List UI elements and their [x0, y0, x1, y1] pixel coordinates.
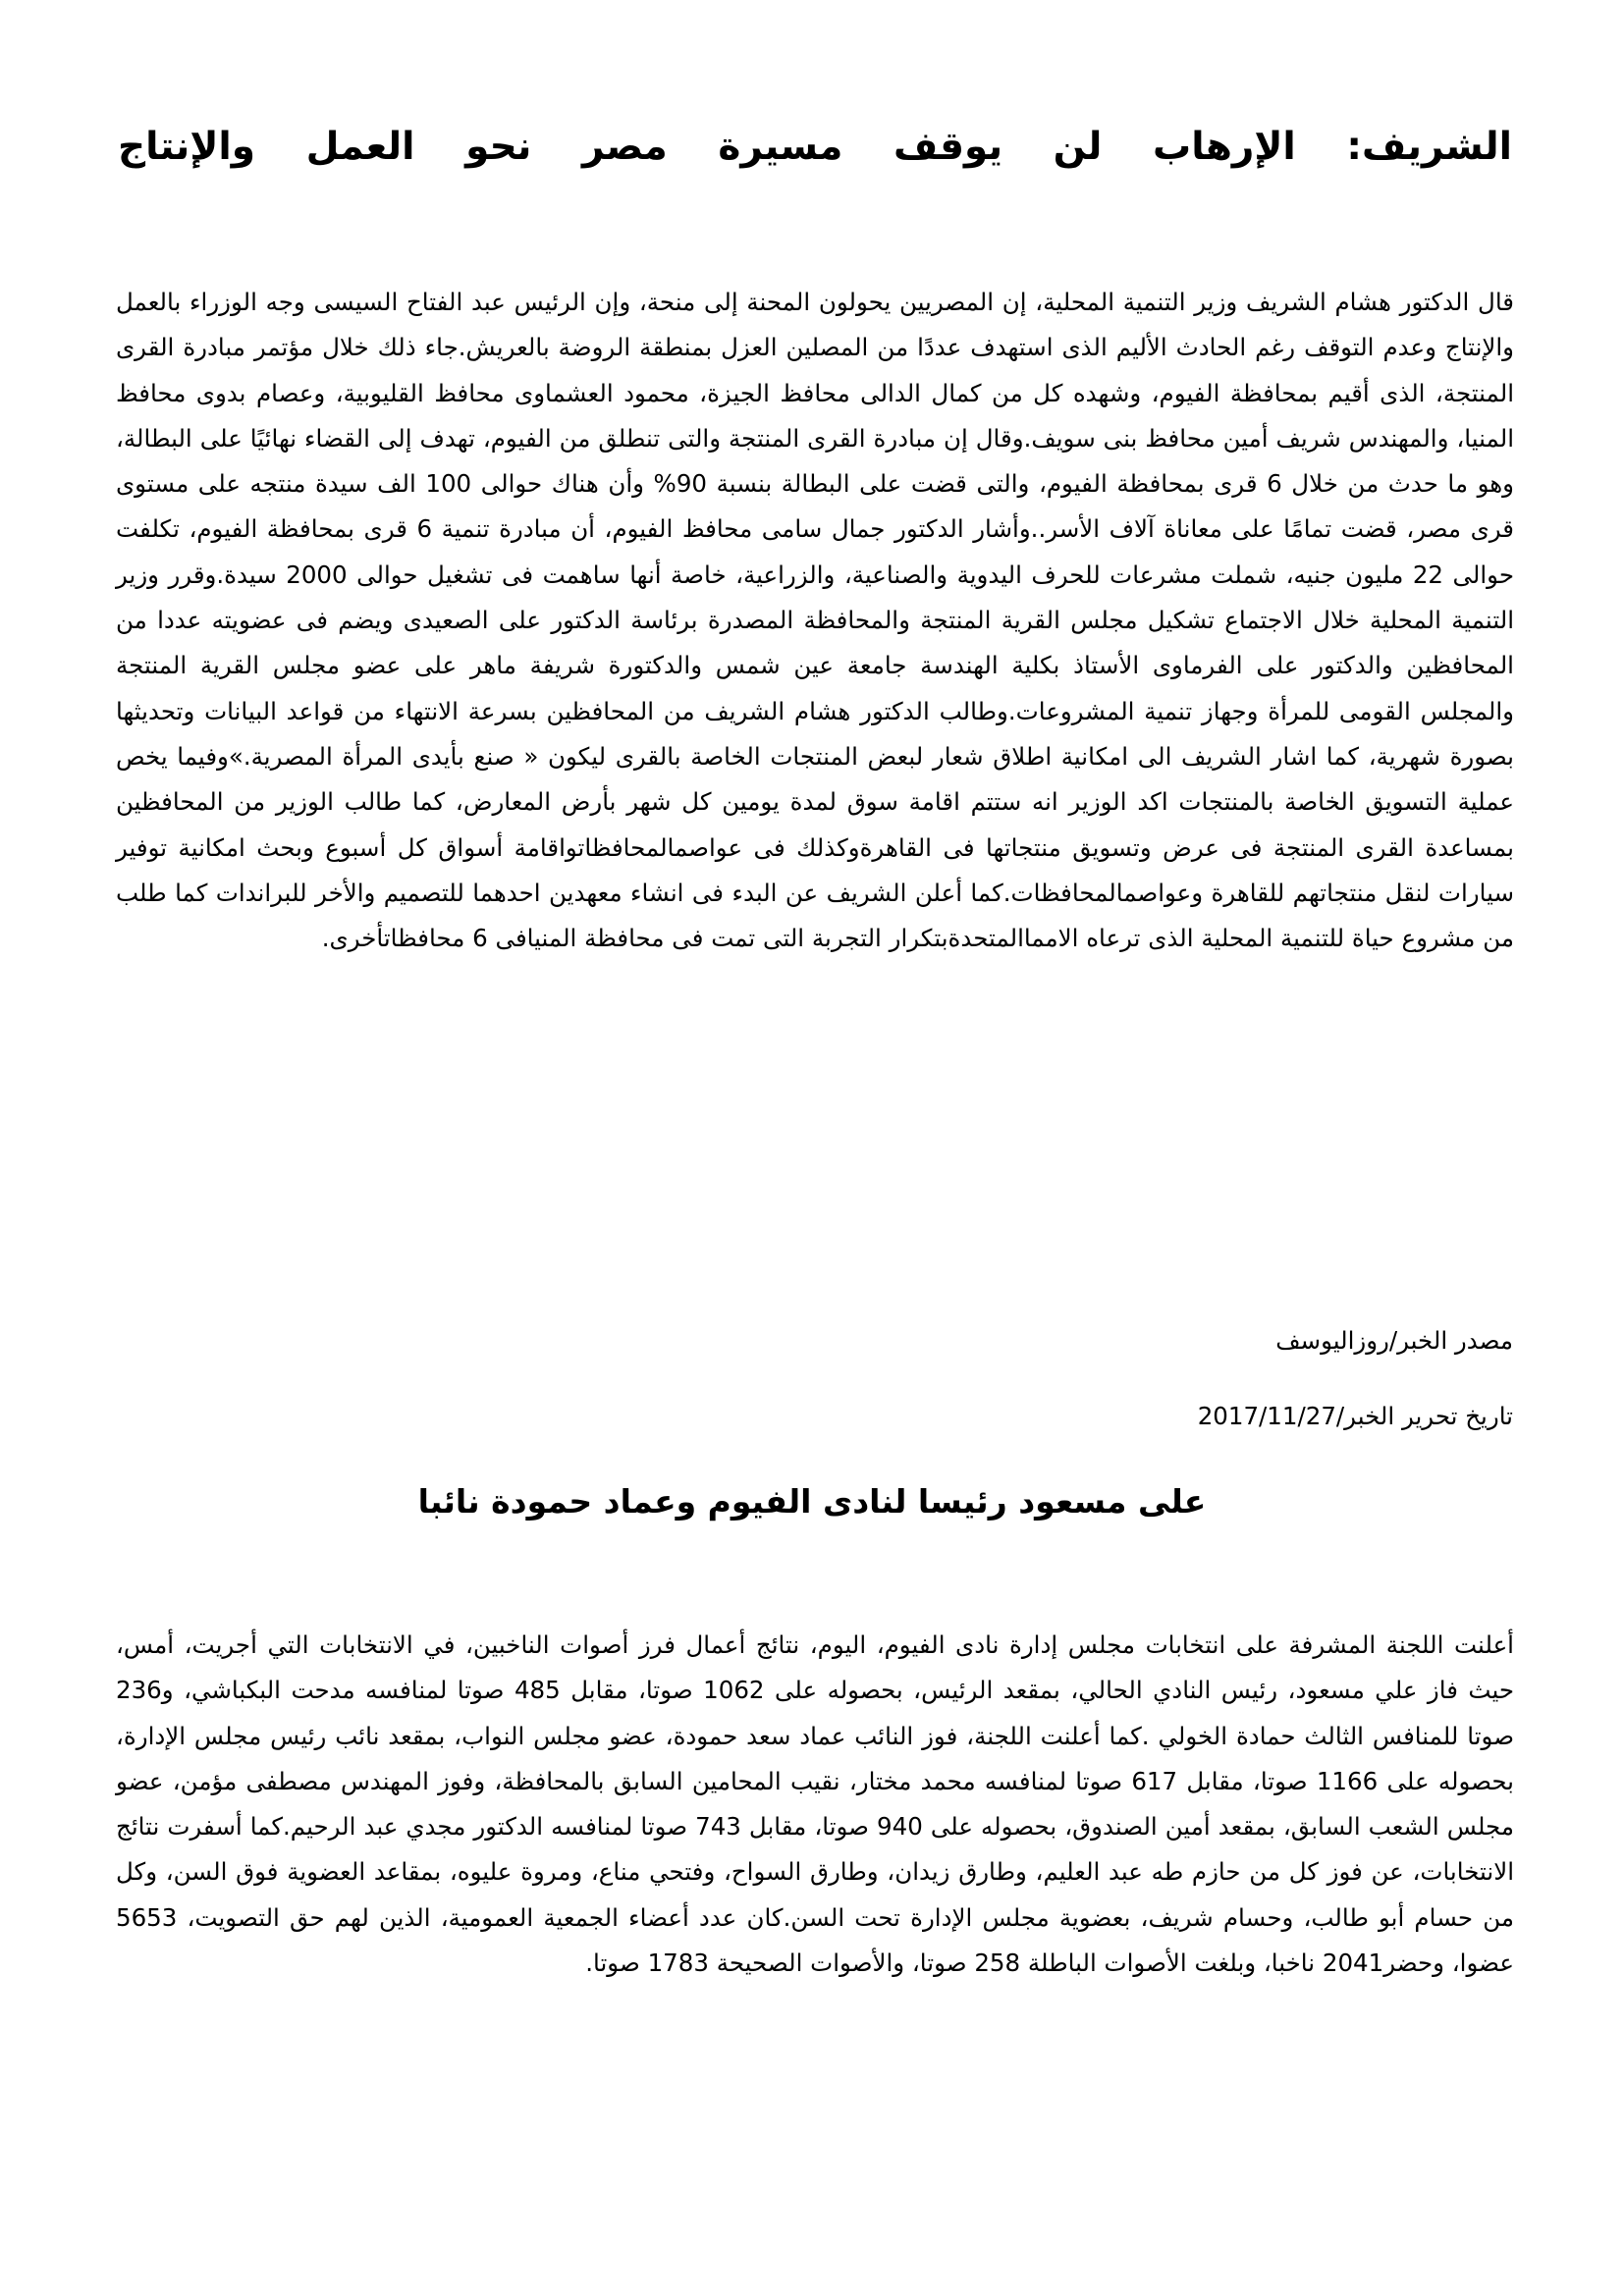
article-1-date: تاريخ تحرير الخبر/2017/11/27 [1197, 1402, 1513, 1430]
article-1-body: قال الدكتور هشام الشريف وزير التنمية المحلية، إن المصريين يحولون المحنة إلى منحة، وإن الرئيس عبد الفتاح السيسى وجه الوزراء بالعمل والإنتاج وعدم التوقف رغم الحادث الأليم الذى استهدف عددًا من المصلين العزل بمنطقة الروضة بالعريش.جاء ذلك خلال مؤتمر مبادرة القرى المنتجة، الذى أقيم بمحافظة الفيوم، وشهده كل من كمال الدالى محافظ الجيزة، محمود العشماوى محافظ القليوبية، وعصام بدوى محافظ المنيا، والمهندس شريف أمين محافظ بنى سويف.وقال إن مبادرة القرى المنتجة والتى تنطلق من الفيوم، تهدف إلى القضاء نهائيًا على البطالة، وهو ما حدث من خلال 6 قرى بمحافظة الفيوم، والتى قضت على البطالة بنسبة 90% وأن هناك حوالى 100 الف سيدة منتجه على مستوى قرى مصر، قضت تمامًا على معاناة آلاف الأسر..وأشار الدكتور جمال سامى محافظ الفيوم، أن مبادرة تنمية 6 قرى بمحافظة الفيوم، تكلفت حوالى 22 مليون جنيه، شملت مشرعات للحرف اليدوية والصناعية، والزراعية، خاصة أنها ساهمت فى تشغيل حوالى 2000 سيدة.وقرر وزير التنمية المحلية خلال الاجتماع تشكيل مجلس القرية المنتجة والمحافظة المصدرة برئاسة الدكتور على الصعيدى ويضم فى عضويته عددا من المحافظين والدكتور على الفرماوى الأستاذ بكلية الهندسة جامعة عين شمس والدكتورة شريفة ماهر على عضو مجلس القرية المنتجة والمجلس القومى للمرأة وجهاز تنمية المشروعات.وطالب الدكتور هشام الشريف من المحافظين بسرعة الانتهاء من قواعد البيانات وتحديثها بصورة شهرية، كما اشار الشريف الى امكانية اطلاق شعار لبعض المنتجات الخاصة بالقرى ليكون « صنع بأيدى المرأة المصرية.»وفيما يخص عملية التسويق الخاصة بالمنتجات اكد الوزير انه ستتم اقامة سوق لمدة يومين كل شهر بأرض المعارض، كما طالب الوزير من المحافظين بمساعدة القرى المنتجة فى عرض وتسويق منتجاتها فى القاهرةوكذلك فى عواصمالمحافظاتواقامة أسواق كل أسبوع وبحث امكانية توفير سيارات لنقل منتجاتهم للقاهرة وعواصمالمحافظات.كما أعلن الشريف عن البدء فى انشاء معهدين احدهما للتصميم والأخر للبراندات كما طلب من مشروع حياة للتنمية المحلية الذى ترعاه الامماالمتحدةبتكرار التجربة التى تمت فى محافظة المنيافى 6 محافظاتأخرى. [116, 288, 1514, 953]
article-1-title: الشريف: الإرهاب لن يوقف مسيرة مصر نحو العمل والإنتاج [118, 125, 1512, 169]
article-1-source: مصدر الخبر/روزاليوسف [1275, 1326, 1513, 1355]
article-2-body: أعلنت اللجنة المشرفة على انتخابات مجلس إدارة نادى الفيوم، اليوم، نتائج أعمال فرز أصوات الناخبين، في الانتخابات التي أجريت، أمس، حيث فاز علي مسعود، رئيس النادي الحالي، بمقعد الرئيس، بحصوله على 1062 صوتا، مقابل 485 صوتا لمنافسه مدحت البكباشي، و236 صوتا للمنافس الثالث حمادة الخولي .كما أعلنت اللجنة، فوز النائب عماد سعد حمودة، عضو مجلس النواب، بمقعد نائب رئيس مجلس الإدارة، بحصوله على 1166 صوتا، مقابل 617 صوتا لمنافسه محمد مختار، نقيب المحامين السابق بالمحافظة، وفوز المهندس مصطفى مؤمن، عضو مجلس الشعب السابق، بمقعد أمين الصندوق، بحصوله على 940 صوتا، مقابل 743 صوتا لمنافسه الدكتور مجدي عبد الرحيم.كما أسفرت نتائج الانتخابات، عن فوز كل من حازم طه عبد العليم، وطارق زيدان، وطارق السواح، وفتحي مناع، ومروة عليوه، بمقاعد العضوية فوق السن، وكل من حسام أبو طالب، وحسام شريف، بعضوية مجلس الإدارة تحت السن.كان عدد أعضاء الجمعية العمومية، الذين لهم حق التصويت، 5653 عضوا، وحضر2041 ناخبا، وبلغت الأصوات الباطلة 258 صوتا، والأصوات الصحيحة 1783 صوتا. [116, 1630, 1514, 1978]
article-2-title: على مسعود رئيسا لنادى الفيوم وعماد حمودة نائبا [417, 1482, 1207, 1521]
